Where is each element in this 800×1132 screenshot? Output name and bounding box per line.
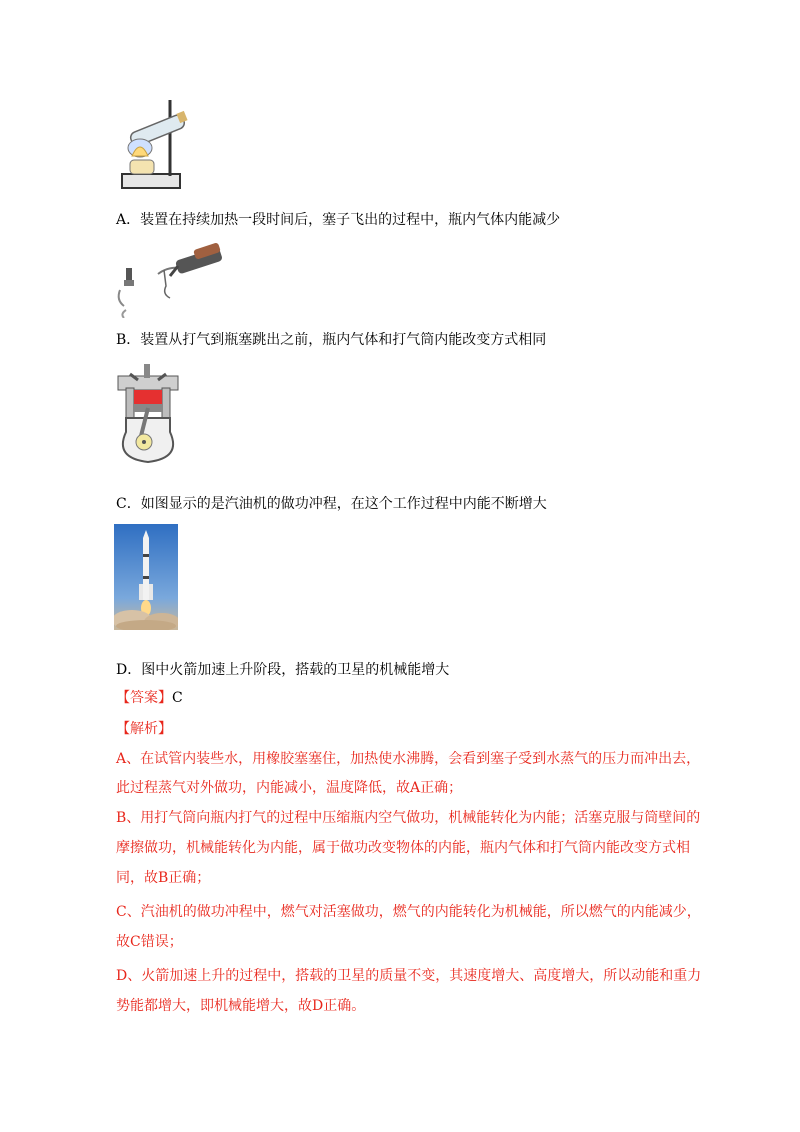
option-c-letter: C． <box>116 496 141 512</box>
option-b-text: 装置从打气到瓶塞跳出之前，瓶内气体和打气筒内能改变方式相同 <box>140 332 547 348</box>
analysis-line: A、在试管内装些水，用橡胶塞塞住，加热使水沸腾，会看到塞子受到水蒸气的压力而冲出去， <box>116 751 701 767</box>
answer-label: 【答案】 <box>116 690 172 706</box>
option-d-letter: D． <box>116 662 142 678</box>
answer-value: C <box>172 690 183 706</box>
analysis-line: B、用打气筒向瓶内打气的过程中压缩瓶内空气做功，机械能转化为内能；活塞克服与筒壁间的 <box>116 810 701 826</box>
option-b <box>116 330 546 350</box>
analysis-line: 势能都增大，即机械能增大，故D正确。 <box>116 998 366 1014</box>
analysis-line: C、汽油机的做功冲程中，燃气对活塞做功，燃气的内能转化为机械能，所以燃气的内能减少， <box>116 904 701 920</box>
option-b-letter: B． <box>116 332 141 348</box>
rocket-launch-figure <box>114 524 178 630</box>
option-a-letter: A． <box>116 212 141 228</box>
option-c <box>116 494 547 514</box>
option-d <box>116 660 449 680</box>
analysis-label: 【解析】 <box>116 721 172 737</box>
option-d-text: 图中火箭加速上升阶段，搭载的卫星的机械能增大 <box>141 662 450 678</box>
air-pump-figure <box>114 240 226 318</box>
analysis-line: D、火箭加速上升的过程中，搭载的卫星的质量不变，其速度增大、高度增大，所以动能和重力 <box>116 968 702 984</box>
analysis-line: 摩擦做功，机械能转化为内能，属于做功改变物体的内能，瓶内气体和打气筒内能改变方式相 <box>116 840 690 856</box>
answer-line <box>116 688 183 708</box>
test-tube-heating-figure <box>116 96 188 192</box>
analysis-line: 同，故B正确； <box>116 870 211 886</box>
option-a-text: 装置在持续加热一段时间后，塞子飞出的过程中，瓶内气体内能减少 <box>140 212 561 228</box>
option-a <box>116 210 560 230</box>
analysis-line: 此过程蒸气对外做功，内能减小，温度降低，故A正确； <box>116 780 463 796</box>
gasoline-engine-figure <box>116 362 180 464</box>
analysis-line: 故C错误； <box>116 934 183 950</box>
option-c-text: 如图显示的是汽油机的做功冲程，在这个工作过程中内能不断增大 <box>140 496 547 512</box>
